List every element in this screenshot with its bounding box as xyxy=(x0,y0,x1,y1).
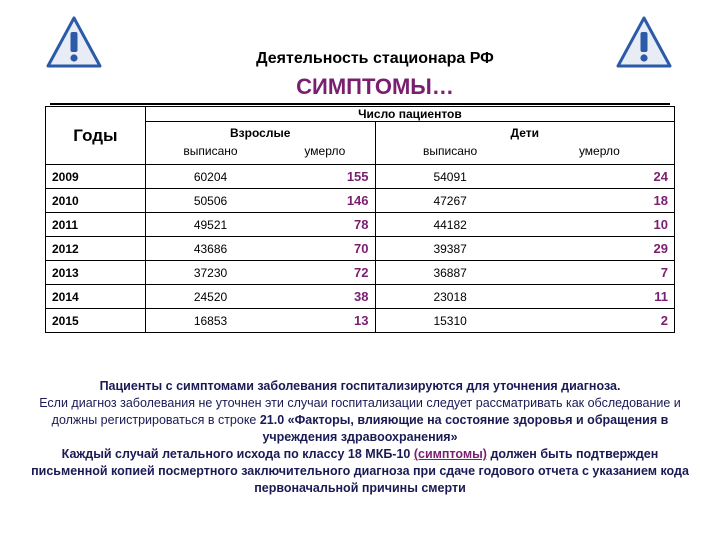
patients-count-header: Число пациентов xyxy=(145,107,674,122)
adult-discharged-cell: 49521 xyxy=(145,213,275,237)
child-discharged-cell: 39387 xyxy=(375,237,525,261)
table-body xyxy=(46,165,675,333)
child-discharged-cell: 23018 xyxy=(375,285,525,309)
child-died-cell: 11 xyxy=(525,285,675,309)
table-row xyxy=(46,165,675,189)
footer-line-3-a: Каждый случай летального исхода по классу 18 МКБ-10 xyxy=(61,447,414,461)
child-discharged-header: выписано xyxy=(375,142,525,165)
child-discharged-cell: 47267 xyxy=(375,189,525,213)
adult-discharged-cell: 50506 xyxy=(145,189,275,213)
table-row xyxy=(46,189,675,213)
page-subtitle: СИМПТОМЫ… xyxy=(296,74,454,99)
year-cell: 2013 xyxy=(46,261,146,285)
table-row xyxy=(46,213,675,237)
patients-table xyxy=(45,106,675,333)
adult-died-header: умерло xyxy=(275,142,375,165)
adult-discharged-cell: 24520 xyxy=(145,285,275,309)
adult-died-cell: 155 xyxy=(275,165,375,189)
year-cell: 2015 xyxy=(46,309,146,333)
child-discharged-cell: 44182 xyxy=(375,213,525,237)
adult-discharged-header: выписано xyxy=(145,142,275,165)
table-header-row xyxy=(46,107,675,122)
adult-discharged-cell: 60204 xyxy=(145,165,275,189)
table-row xyxy=(46,237,675,261)
year-cell: 2011 xyxy=(46,213,146,237)
child-died-cell: 10 xyxy=(525,213,675,237)
year-cell: 2014 xyxy=(46,285,146,309)
child-died-cell: 24 xyxy=(525,165,675,189)
footer-note xyxy=(30,378,690,497)
year-cell: 2010 xyxy=(46,189,146,213)
children-header: Дети xyxy=(375,122,674,143)
adults-header: Взрослые xyxy=(145,122,375,143)
year-cell: 2012 xyxy=(46,237,146,261)
years-header: Годы xyxy=(46,107,146,165)
adult-died-cell: 13 xyxy=(275,309,375,333)
footer-line-2-text: Если диагноз заболевания не уточнен эти случаи госпитализации следует рассматривать как обследование и должны регистрироваться в строке xyxy=(39,396,681,427)
footer-line-3 xyxy=(30,446,690,497)
footer-line-2 xyxy=(30,395,690,446)
table-row xyxy=(46,285,675,309)
adult-died-cell: 146 xyxy=(275,189,375,213)
adult-died-cell: 38 xyxy=(275,285,375,309)
footer-line-3-b: должен быть подтвержден письменной копией посмертного заключительного диагноза при сдаче годового отчета с указанием кода первоначальной причины смерти xyxy=(31,447,689,495)
child-discharged-cell: 54091 xyxy=(375,165,525,189)
child-died-header: умерло xyxy=(525,142,675,165)
child-died-cell: 18 xyxy=(525,189,675,213)
table-row xyxy=(46,261,675,285)
title-divider xyxy=(50,103,670,105)
child-discharged-cell: 15310 xyxy=(375,309,525,333)
symptoms-link: (симптомы) xyxy=(413,447,487,461)
adult-discharged-cell: 16853 xyxy=(145,309,275,333)
adult-died-cell: 78 xyxy=(275,213,375,237)
page-title: Деятельность стационара РФ xyxy=(256,50,494,67)
table-row xyxy=(46,309,675,333)
child-died-cell: 29 xyxy=(525,237,675,261)
adult-died-cell: 72 xyxy=(275,261,375,285)
child-died-cell: 2 xyxy=(525,309,675,333)
footer-line-1: Пациенты с симптомами заболевания госпитализируются для уточнения диагноза. xyxy=(99,379,621,393)
adult-died-cell: 70 xyxy=(275,237,375,261)
adult-discharged-cell: 37230 xyxy=(145,261,275,285)
child-discharged-cell: 36887 xyxy=(375,261,525,285)
adult-discharged-cell: 43686 xyxy=(145,237,275,261)
footer-line-2-ref: 21.0 «Факторы, влияющие на состояние здоровья и обращения в учреждения здравоохранения» xyxy=(259,413,669,444)
child-died-cell: 7 xyxy=(525,261,675,285)
year-cell: 2009 xyxy=(46,165,146,189)
